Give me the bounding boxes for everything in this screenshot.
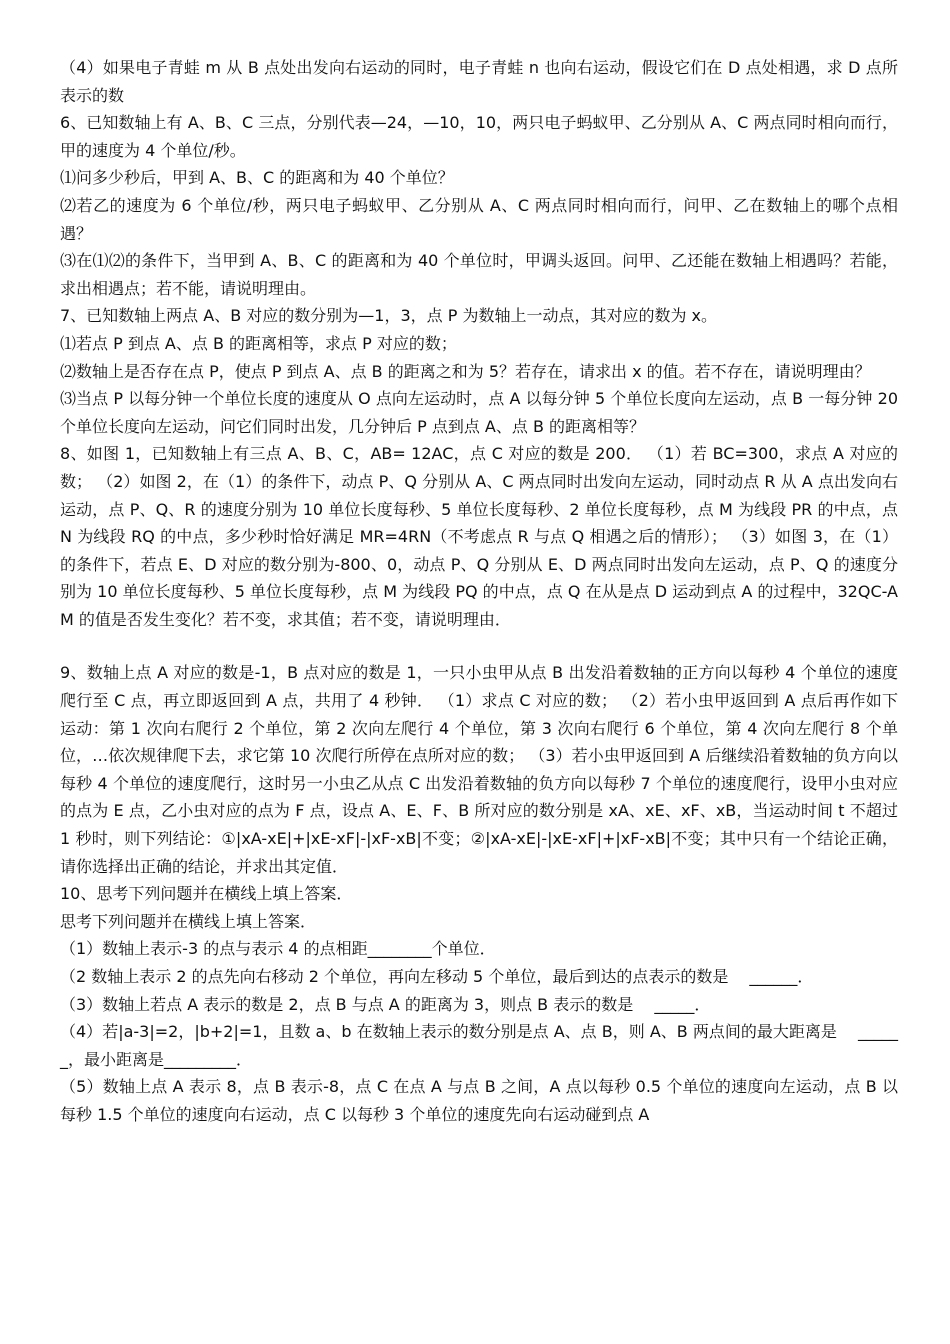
q9: 9、数轴上点 A 对应的数是-1，B 点对应的数是 1，一只小虫甲从点 B 出发沿着数轴的正方向以每秒 4 个单位的速度爬行至 C 点，再立即返回到 A 点，共用了 4 秒钟． （1）求点 C 对应的数； （2）若小虫甲返回到 A 点后再作如下运动：第 1 次向右爬行 2 个单位，第 2 次向左爬行 4 个单位，第 3 次向右爬行 6 个单位，第 4 次向左爬行 8 个单位，…依次规律爬下去，求它第 10 次爬行所停在点所对应的数； （3）若小虫甲返回到 A 后继续沿着数轴的负方向以每秒 4 个单位的速度爬行，这时另一小虫乙从点 C 出发沿着数轴的负方向以每秒 7 个单位的速度爬行，设甲小虫对应的点为 E 点，乙小虫对应的点为 F 点，设点 A、E、F、B 所对应的数分别是 xA、xE、xF、xB，当运动时间 t 不超过 1 秒时，则下列结论：①|xA-xE|+|xE-xF|-|xF-xB|不变；②|xA-xE|-|xE-xF|+|xF-xB|不变；其中只有一个结论正确，请你选择出正确的结论，并求出其定值． [60,663,898,876]
q10-part1: （1）数轴上表示-3 的点与表示 4 的点相距________个单位． [60,939,496,959]
q6-stem: 6、已知数轴上有 A、B、C 三点，分别代表—24，—10，10，两只电子蚂蚁甲、乙分别从 A、C 两点同时相向而行，甲的速度为 4 个单位/秒。 [60,113,898,160]
q10-part2: （2 数轴上表示 2 的点先向右移动 2 个单位，再向左移动 5 个单位，最后到达的点表示的数是 ______． [60,967,814,986]
q10-title: 10、思考下列问题并在横线上填上答案． [60,884,353,904]
q10-intro: 思考下列问题并在横线上填上答案． [60,911,317,931]
q5-part4: （4）如果电子青蛙 m 从 B 点处出发向右运动的同时，电子青蛙 n 也向右运动，假设它们在 D 点处相遇，求 D 点所表示的数 [60,58,898,105]
q6-part3: ⑶在⑴⑵的条件下，当甲到 A、B、C 的距离和为 40 个单位时，甲调头返回。问甲、乙还能在数轴上相遇吗？若能，求出相遇点；若不能，请说明理由。 [60,251,898,298]
q8: 8、如图 1，已知数轴上有三点 A、B、C，AB= 12AC，点 C 对应的数是 200． （1）若 BC=300，求点 A 对应的数； （2）如图 2，在（1）的条件下，动点 P、Q 分别从 A、C 两点同时出发向左运动，同时动点 R 从 A 点出发向右运动，点 P、Q、R 的速度分别为 10 单位长度每秒、5 单位长度每秒、2 单位长度每秒，点 M 为线段 PR 的中点，点 N 为线段 RQ 的中点，多少秒时恰好满足 MR=4RN（不考虑点 R 与点 Q 相遇之后的情形）； （3）如图 3，在（1）的条件下，若点 E、D 对应的数分别为-800、0，动点 P、Q 分别从 E、D 两点同时出发向左运动，点 P、Q 的速度分别为 10 单位长度每秒、5 单位长度每秒，点 M 为线段 PQ 的中点，点 Q 在从是点 D 运动到点 A 的过程中，32QC-AM 的值是否发生变化？若不变，求其值；若不变，请说明理由． [60,444,898,629]
q6-part1: ⑴问多少秒后，甲到 A、B、C 的距离和为 40 个单位？ [60,168,454,188]
q10-part4: （4）若|a-3|=2，|b+2|=1，且数 a、b 在数轴上表示的数分别是点 A、点 B，则 A、B 两点间的最大距离是 ______，最小距离是_________． [60,1022,898,1069]
q6-part2: ⑵若乙的速度为 6 个单位/秒，两只电子蚂蚁甲、乙分别从 A、C 两点同时相向而行，问甲、乙在数轴上的哪个点相遇？ [60,195,898,243]
q10-part5: （5）数轴上点 A 表示 8，点 B 表示-8，点 C 在点 A 与点 B 之间，A 点以每秒 0.5 个单位的速度向左运动，点 B 以每秒 1.5 个单位的速度向右运动，点 C 以每秒 3 个单位的速度先向右运动碰到点 A [60,1077,898,1124]
q7-part3: ⑶当点 P 以每分钟一个单位长度的速度从 O 点向左运动时，点 A 以每分钟 5 个单位长度向左运动，点 B 一每分钟 20 个单位长度向左运动，问它们同时出发，几分钟后 P 点到点 A、点 B 的距离相等？ [60,389,898,436]
blank-line [60,633,898,659]
q7-part2: ⑵数轴上是否存在点 P，使点 P 到点 A、点 B 的距离之和为 5？若存在，请求出 x 的值。若不存在，请说明理由？ [60,361,871,381]
q7-stem: 7、已知数轴上两点 A、B 对应的数分别为—1，3，点 P 为数轴上一动点，其对应的数为 x。 [60,306,718,326]
document-body [60,54,898,1129]
q7-part1: ⑴若点 P 到点 A、点 B 的距离相等，求点 P 对应的数； [60,333,457,353]
q10-part3: （3）数轴上若点 A 表示的数是 2，点 B 与点 A 的距离为 3，则点 B 表示的数是 _____． [60,994,711,1014]
